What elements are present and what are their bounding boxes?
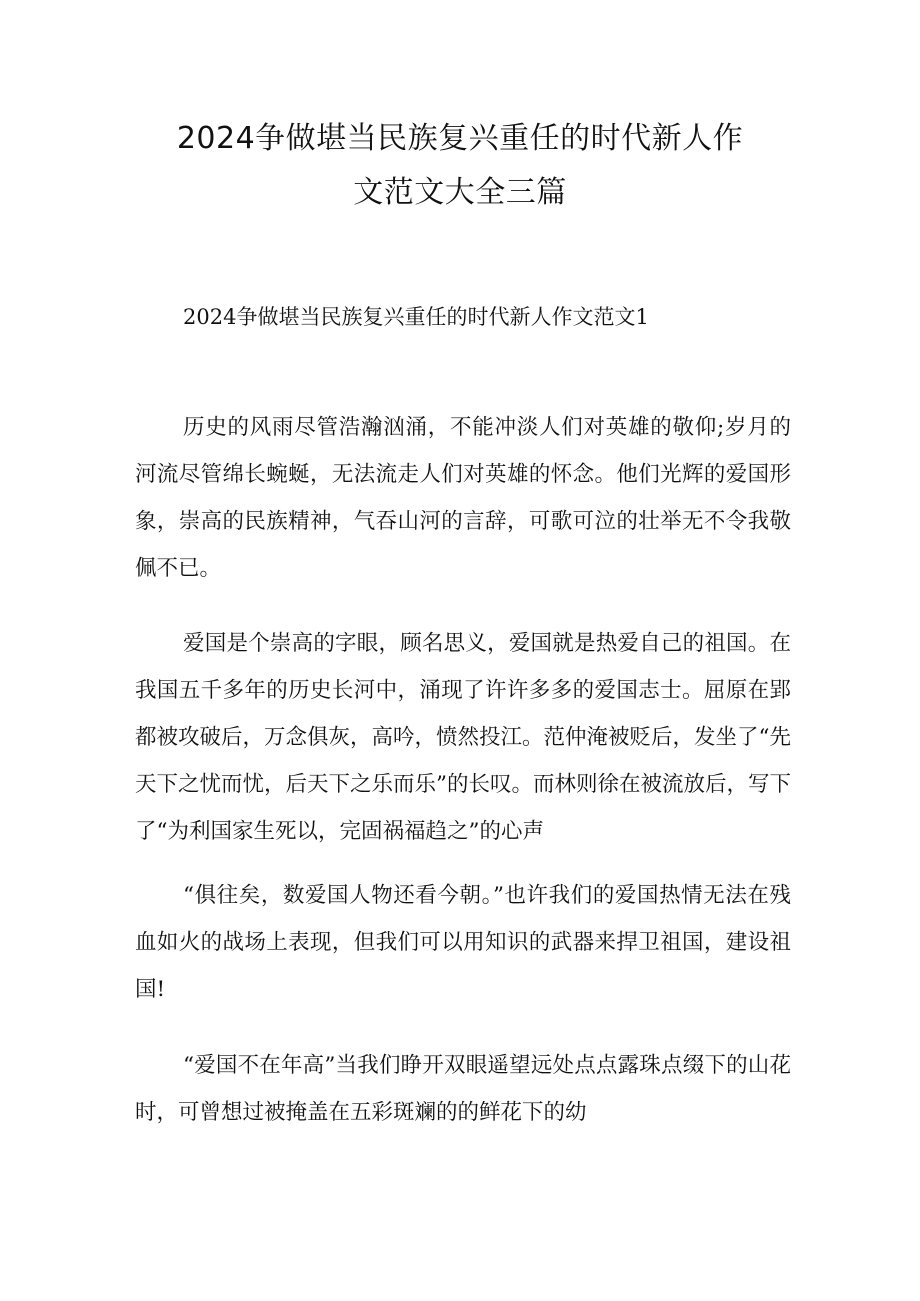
section-heading: 2024争做堪当民族复兴重任的时代新人作文范文1 — [183, 305, 649, 329]
paragraph-1: 历史的风雨尽管浩瀚汹涌，不能冲淡人们对英雄的敬仰;岁月的河流尽管绵长蜿蜒，无法流走人们对英雄的怀念。他们光辉的爱国形象，崇高的民族精神，气吞山河的言辞，可歌可泣的壮举无不令我敬佩不已。 — [135, 414, 791, 581]
document-title — [0, 112, 920, 220]
paragraph-4: “爱国不在年高”当我们睁开双眼遥望远处点点露珠点缀下的山花时，可曾想过被掩盖在五彩斑斓的的鲜花下的幼 — [135, 1052, 791, 1125]
document-title-line-1: 2024争做堪当民族复兴重任的时代新人作 — [176, 121, 744, 156]
paragraph-2: 爱国是个崇高的字眼，顾名思义，爱国就是热爱自己的祖国。在我国五千多年的历史长河中，涌现了许许多多的爱国志士。屈原在郢都被攻破后，万念俱灰，高吟，愤然投江。范仲淹被贬后，发坐了“先天下之忧而忧，后天下之乐而乐”的长叹。而林则徐在被流放后，写下了“为利国家生死以，完固祸福趋之”的心声 — [135, 630, 791, 844]
paragraph-3: “俱往矣，数爱国人物还看今朝。”也许我们的爱国热情无法在残血如火的战场上表现，但我们可以用知识的武器来捍卫祖国，建设祖国! — [135, 882, 791, 1002]
document-title-line-2: 文范文大全三篇 — [353, 175, 567, 210]
